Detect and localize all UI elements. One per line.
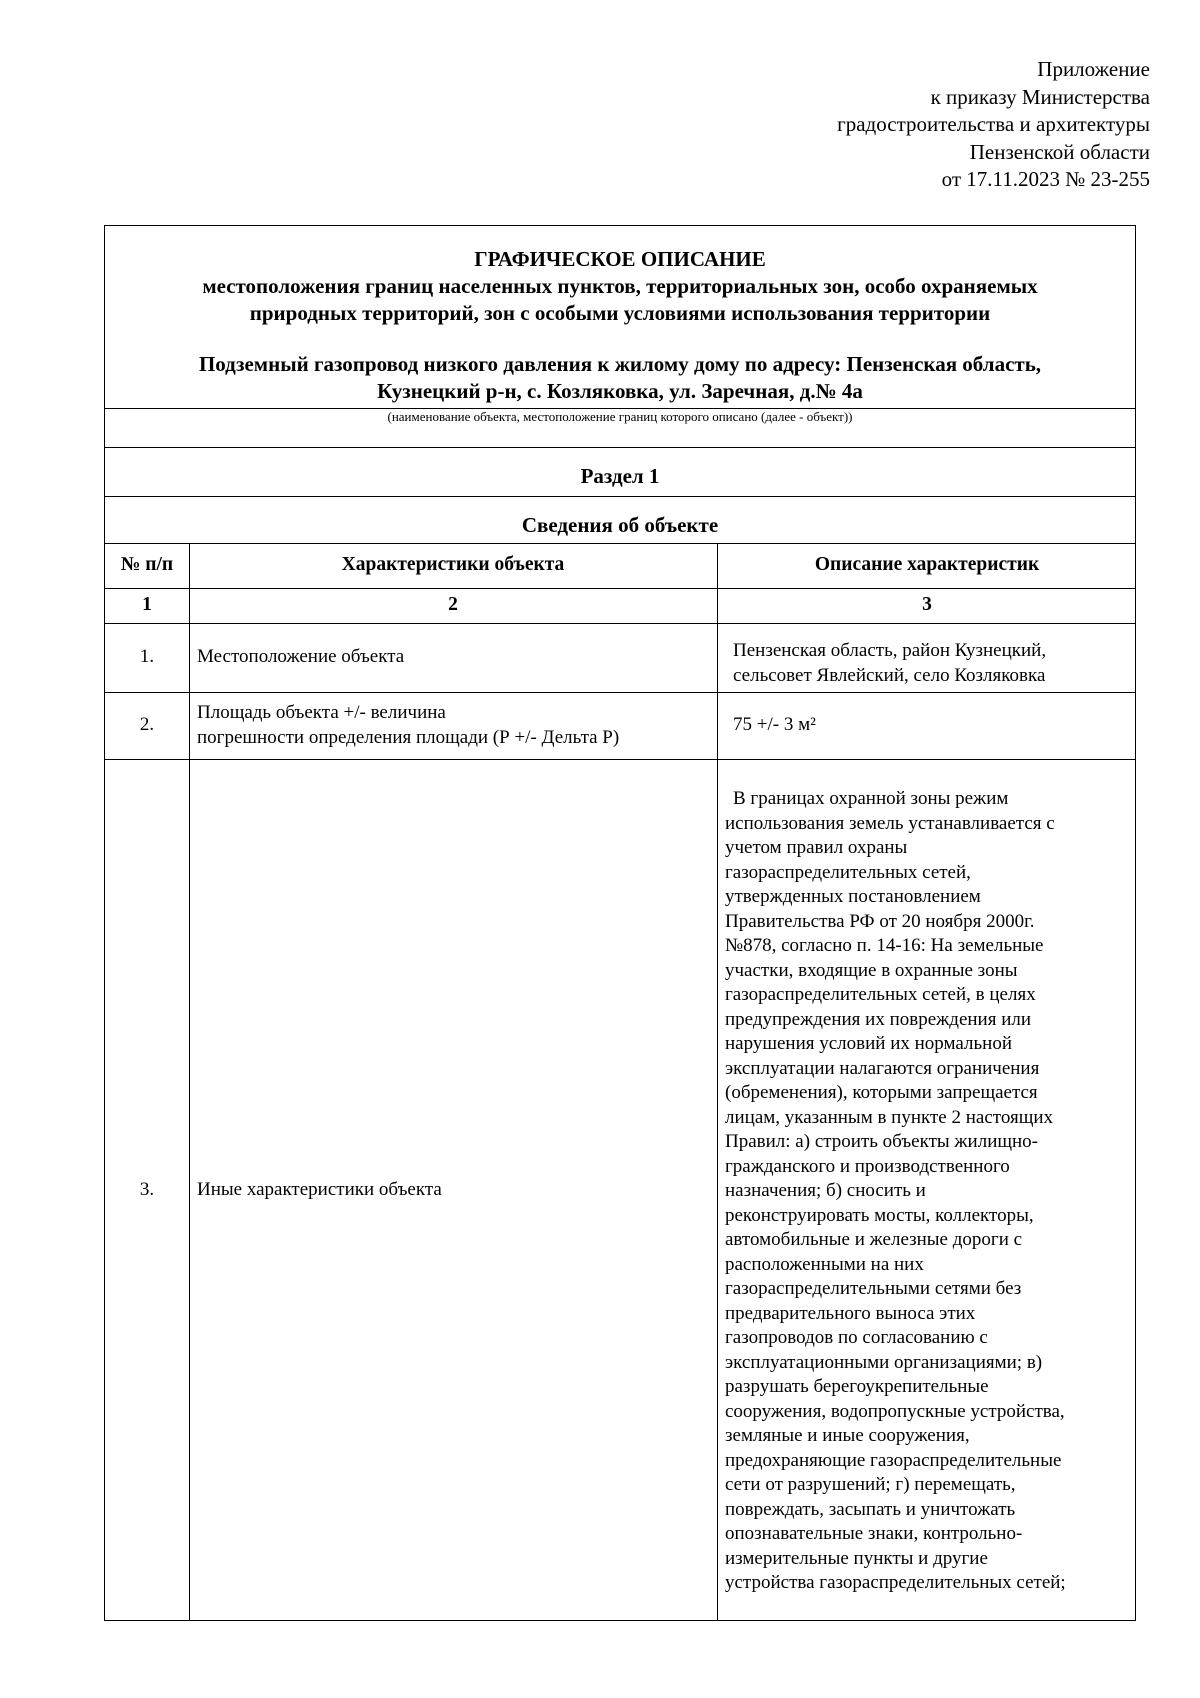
row-number: 3. (139, 1179, 155, 1201)
appendix-line: Пензенской области (969, 139, 1150, 164)
appendix-order-date: от 17.11.2023 № 23-255 (941, 167, 1150, 191)
appendix-block (550, 56, 1150, 194)
object-caption: (наименование объекта, местоположение границ которого описано (далее - объект)) (387, 409, 853, 424)
row-description-line: эксплуатационными организациями; в) (725, 1351, 1043, 1373)
row-description-line: №878, согласно п. 14-16: На земельные (725, 935, 1044, 956)
row-description-line: использования земель устанавливается с (725, 812, 1055, 834)
column-number: 3 (922, 594, 932, 616)
row-description (717, 639, 1137, 688)
appendix-line: к приказу Министерства (930, 84, 1150, 109)
column-number: 1 (142, 594, 152, 616)
object-name-line: Кузнецкий р-н, с. Козляковка, ул. Заречная, д.№ 4а (377, 379, 863, 403)
row-description-line: газораспределительными сетями без (725, 1278, 1022, 1299)
row-number: 2. (139, 714, 155, 736)
row-description-line: измерительные пункты и другие (725, 1547, 988, 1569)
document-subtitle-line: местоположения границ населенных пунктов, территориальных зон, особо охраняемых (202, 274, 1038, 298)
column-header-description: Описание характеристик (814, 554, 1040, 576)
row-description-line: Правительства РФ от 20 ноября 2000г. (725, 910, 1035, 932)
row-characteristic-line: погрешности определения площади (Р +/- Дельта Р) (197, 726, 620, 748)
row-description-line: автомобильные и железные дороги с (725, 1229, 1023, 1250)
row-characteristic-line: Площадь объекта +/- величина (197, 702, 446, 723)
column-header-number: № п/п (120, 554, 174, 576)
column-number: 2 (448, 594, 458, 616)
row-description-line: сооружения, водопропускные устройства, (725, 1400, 1065, 1422)
row-characteristic: Местоположение объекта (197, 646, 405, 668)
row-description-line: Пензенская область, район Кузнецкий, (733, 640, 1047, 661)
row-description-line: расположенными на них (725, 1253, 924, 1275)
row-number: 1. (139, 646, 155, 668)
row-description-line: устройства газораспределительных сетей; (725, 1572, 1066, 1593)
row-description: 75 +/- 3 м² (733, 714, 816, 736)
row-description-line: утвержденных постановлением (725, 886, 981, 907)
row-description-line: лицам, указанным в пункте 2 настоящих (725, 1106, 1054, 1128)
appendix-line: Приложение (1037, 57, 1150, 81)
row-description-line: Правил: а) строить объекты жилищно- (725, 1131, 1038, 1152)
divider (105, 496, 1135, 497)
document-frame (104, 225, 1136, 1621)
row-characteristic (189, 701, 717, 750)
document-subtitle-line: природных территорий, зон с особыми условиями использования территории (249, 301, 991, 325)
row-description-line: предварительного выноса этих (725, 1302, 976, 1324)
row-description-line: повреждать, засыпать и уничтожать (725, 1498, 1016, 1520)
row-description-line: учетом правил охраны (725, 837, 908, 858)
row-description-line: назначения; б) сносить и (725, 1180, 926, 1201)
row-description-line: предохраняющие газораспределительные (725, 1449, 1062, 1471)
row-description (717, 787, 1137, 1596)
row-description-line: разрушать берегоукрепительные (725, 1376, 989, 1397)
row-characteristic: Иные характеристики объекта (197, 1179, 442, 1201)
row-description-line: газораспределительных сетей, (725, 861, 971, 883)
row-description-line: гражданского и производственного (725, 1155, 1010, 1177)
row-description-line: нарушения условий их нормальной (725, 1033, 1012, 1054)
row-description-line: предупреждения их повреждения или (725, 1008, 1032, 1030)
row-description-line: В границах охранной зоны режим (733, 788, 1009, 809)
row-description-line: сети от разрушений; г) перемещать, (725, 1474, 1016, 1495)
row-description-line: (обременения), которыми запрещается (725, 1082, 1038, 1103)
row-description-line: опознавательные знаки, контрольно- (725, 1523, 1023, 1544)
document-title: ГРАФИЧЕСКОЕ ОПИСАНИЕ (474, 247, 766, 271)
divider (105, 447, 1135, 448)
row-description-line: земляные и иные сооружения, (725, 1425, 970, 1446)
object-name (105, 351, 1135, 405)
row-description-line: газопроводов по согласованию с (725, 1327, 988, 1348)
row-description-line: эксплуатации налагаются ограничения (725, 1057, 1040, 1079)
column-header-characteristic: Характеристики объекта (341, 554, 565, 576)
section-subtitle: Сведения об объекте (521, 513, 719, 537)
row-description-line: сельсовет Явлейский, село Козляковка (733, 664, 1046, 686)
row-description-line: участки, входящие в охранные зоны (725, 959, 1018, 981)
row-description-line: газораспределительных сетей, в целях (725, 984, 1036, 1005)
object-name-line: Подземный газопровод низкого давления к жилому дому по адресу: Пензенская область, (198, 352, 1042, 376)
section-title: Раздел 1 (580, 464, 660, 488)
document-header (105, 246, 1135, 327)
row-description-line: реконструировать мосты, коллекторы, (725, 1204, 1034, 1226)
appendix-line: градостроительства и архитектуры (837, 112, 1150, 136)
